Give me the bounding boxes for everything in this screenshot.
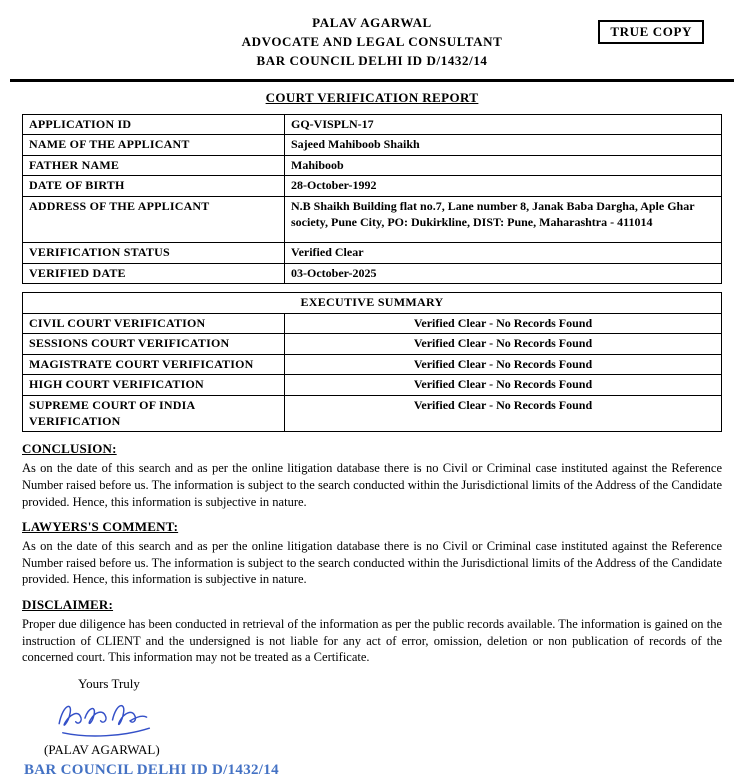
- advocate-bar-id: BAR COUNCIL DELHI ID D/1432/14: [256, 52, 488, 68]
- advocate-name: PALAV AGARWAL: [312, 15, 432, 30]
- lawyers-comment-body: As on the date of this search and as per the online litigation database there is no Civil or Criminal case instituted against the Reference Number raised before us. The information is subject to the search conducted within the Jurisdictional limits of the Address of the Candidate provided. Hence, this information is subjective in nature.: [22, 539, 722, 587]
- executive-summary-table: [22, 292, 722, 432]
- row-value: Verified Clear: [285, 242, 722, 263]
- table-row: [23, 176, 722, 197]
- table-row: [23, 263, 722, 284]
- row-label: APPLICATION ID: [23, 114, 285, 135]
- row-value: Mahiboob: [285, 155, 722, 176]
- signature-image: [48, 696, 166, 742]
- row-label: SUPREME COURT OF INDIA VERIFICATION: [23, 396, 285, 432]
- lawyers-comment-heading: LAWYERS'S COMMENT:: [22, 519, 179, 535]
- applicant-table: [22, 114, 722, 285]
- row-label: SESSIONS COURT VERIFICATION: [23, 334, 285, 355]
- row-label: VERIFIED DATE: [23, 263, 285, 284]
- disclaimer-section: [22, 597, 722, 666]
- row-label: MAGISTRATE COURT VERIFICATION: [23, 354, 285, 375]
- header-divider: [10, 79, 734, 82]
- row-label: CIVIL COURT VERIFICATION: [23, 313, 285, 334]
- table-header-row: [23, 293, 722, 314]
- table-row: [23, 242, 722, 263]
- row-label: VERIFICATION STATUS: [23, 242, 285, 263]
- lawyers-comment-section: [22, 519, 722, 588]
- table-row: [23, 114, 722, 135]
- row-label: ADDRESS OF THE APPLICANT: [23, 196, 285, 242]
- table-row: [23, 155, 722, 176]
- disclaimer-heading: DISCLAIMER:: [22, 597, 114, 612]
- table-row: [23, 334, 722, 355]
- table-row: [23, 196, 722, 242]
- row-value: Verified Clear - No Records Found: [285, 313, 722, 334]
- salutation: Yours Truly: [78, 675, 140, 691]
- table-row: [23, 135, 722, 156]
- table-row: [23, 354, 722, 375]
- row-value: Verified Clear - No Records Found: [285, 354, 722, 375]
- row-value: GQ-VISPLN-17: [285, 114, 722, 135]
- table-row: [23, 396, 722, 432]
- row-value: 03-October-2025: [285, 263, 722, 284]
- row-value: Verified Clear - No Records Found: [285, 396, 722, 432]
- row-label: FATHER NAME: [23, 155, 285, 176]
- report-title: COURT VERIFICATION REPORT: [265, 89, 479, 105]
- row-value: N.B Shaikh Building flat no.7, Lane number 8, Janak Baba Dargha, Aple Ghar society, Pune City, PO: Dukirkline, DIST: Pune, Maharashtra - 411014: [285, 196, 722, 242]
- table-row: [23, 375, 722, 396]
- row-value: 28-October-1992: [285, 176, 722, 197]
- table-row: [23, 313, 722, 334]
- row-label: DATE OF BIRTH: [23, 176, 285, 197]
- conclusion-body: As on the date of this search and as per the online litigation database there is no Civil or Criminal case instituted against the Reference Number raised before us. The information is subject to the search conducted within the Jurisdictional limits of the Address of the Candidate provided. Hence, this information is subjective in nature.: [22, 461, 722, 509]
- conclusion-heading: CONCLUSION:: [22, 441, 117, 457]
- conclusion-section: [22, 441, 722, 510]
- row-label: NAME OF THE APPLICANT: [23, 135, 285, 156]
- row-value: Verified Clear - No Records Found: [285, 375, 722, 396]
- signatory-name: (PALAV AGARWAL): [44, 741, 160, 757]
- row-label: HIGH COURT VERIFICATION: [23, 375, 285, 396]
- true-copy-stamp: TRUE COPY: [598, 20, 704, 44]
- signatory-bar-id: BAR COUNCIL DELHI ID D/1432/14: [24, 761, 279, 778]
- disclaimer-body: Proper due diligence has been conducted in retrieval of the information as per the public records available. The information is gained on the instruction of CLIENT and the undersigned is not liable for any act of error, omission, deletion or non publication of records of the concerned court. This information may not be treated as a Certificate.: [22, 617, 722, 665]
- row-value: Verified Clear - No Records Found: [285, 334, 722, 355]
- row-value: Sajeed Mahiboob Shaikh: [285, 135, 722, 156]
- advocate-title: ADVOCATE AND LEGAL CONSULTANT: [241, 33, 503, 49]
- executive-summary-title: EXECUTIVE SUMMARY: [23, 293, 722, 314]
